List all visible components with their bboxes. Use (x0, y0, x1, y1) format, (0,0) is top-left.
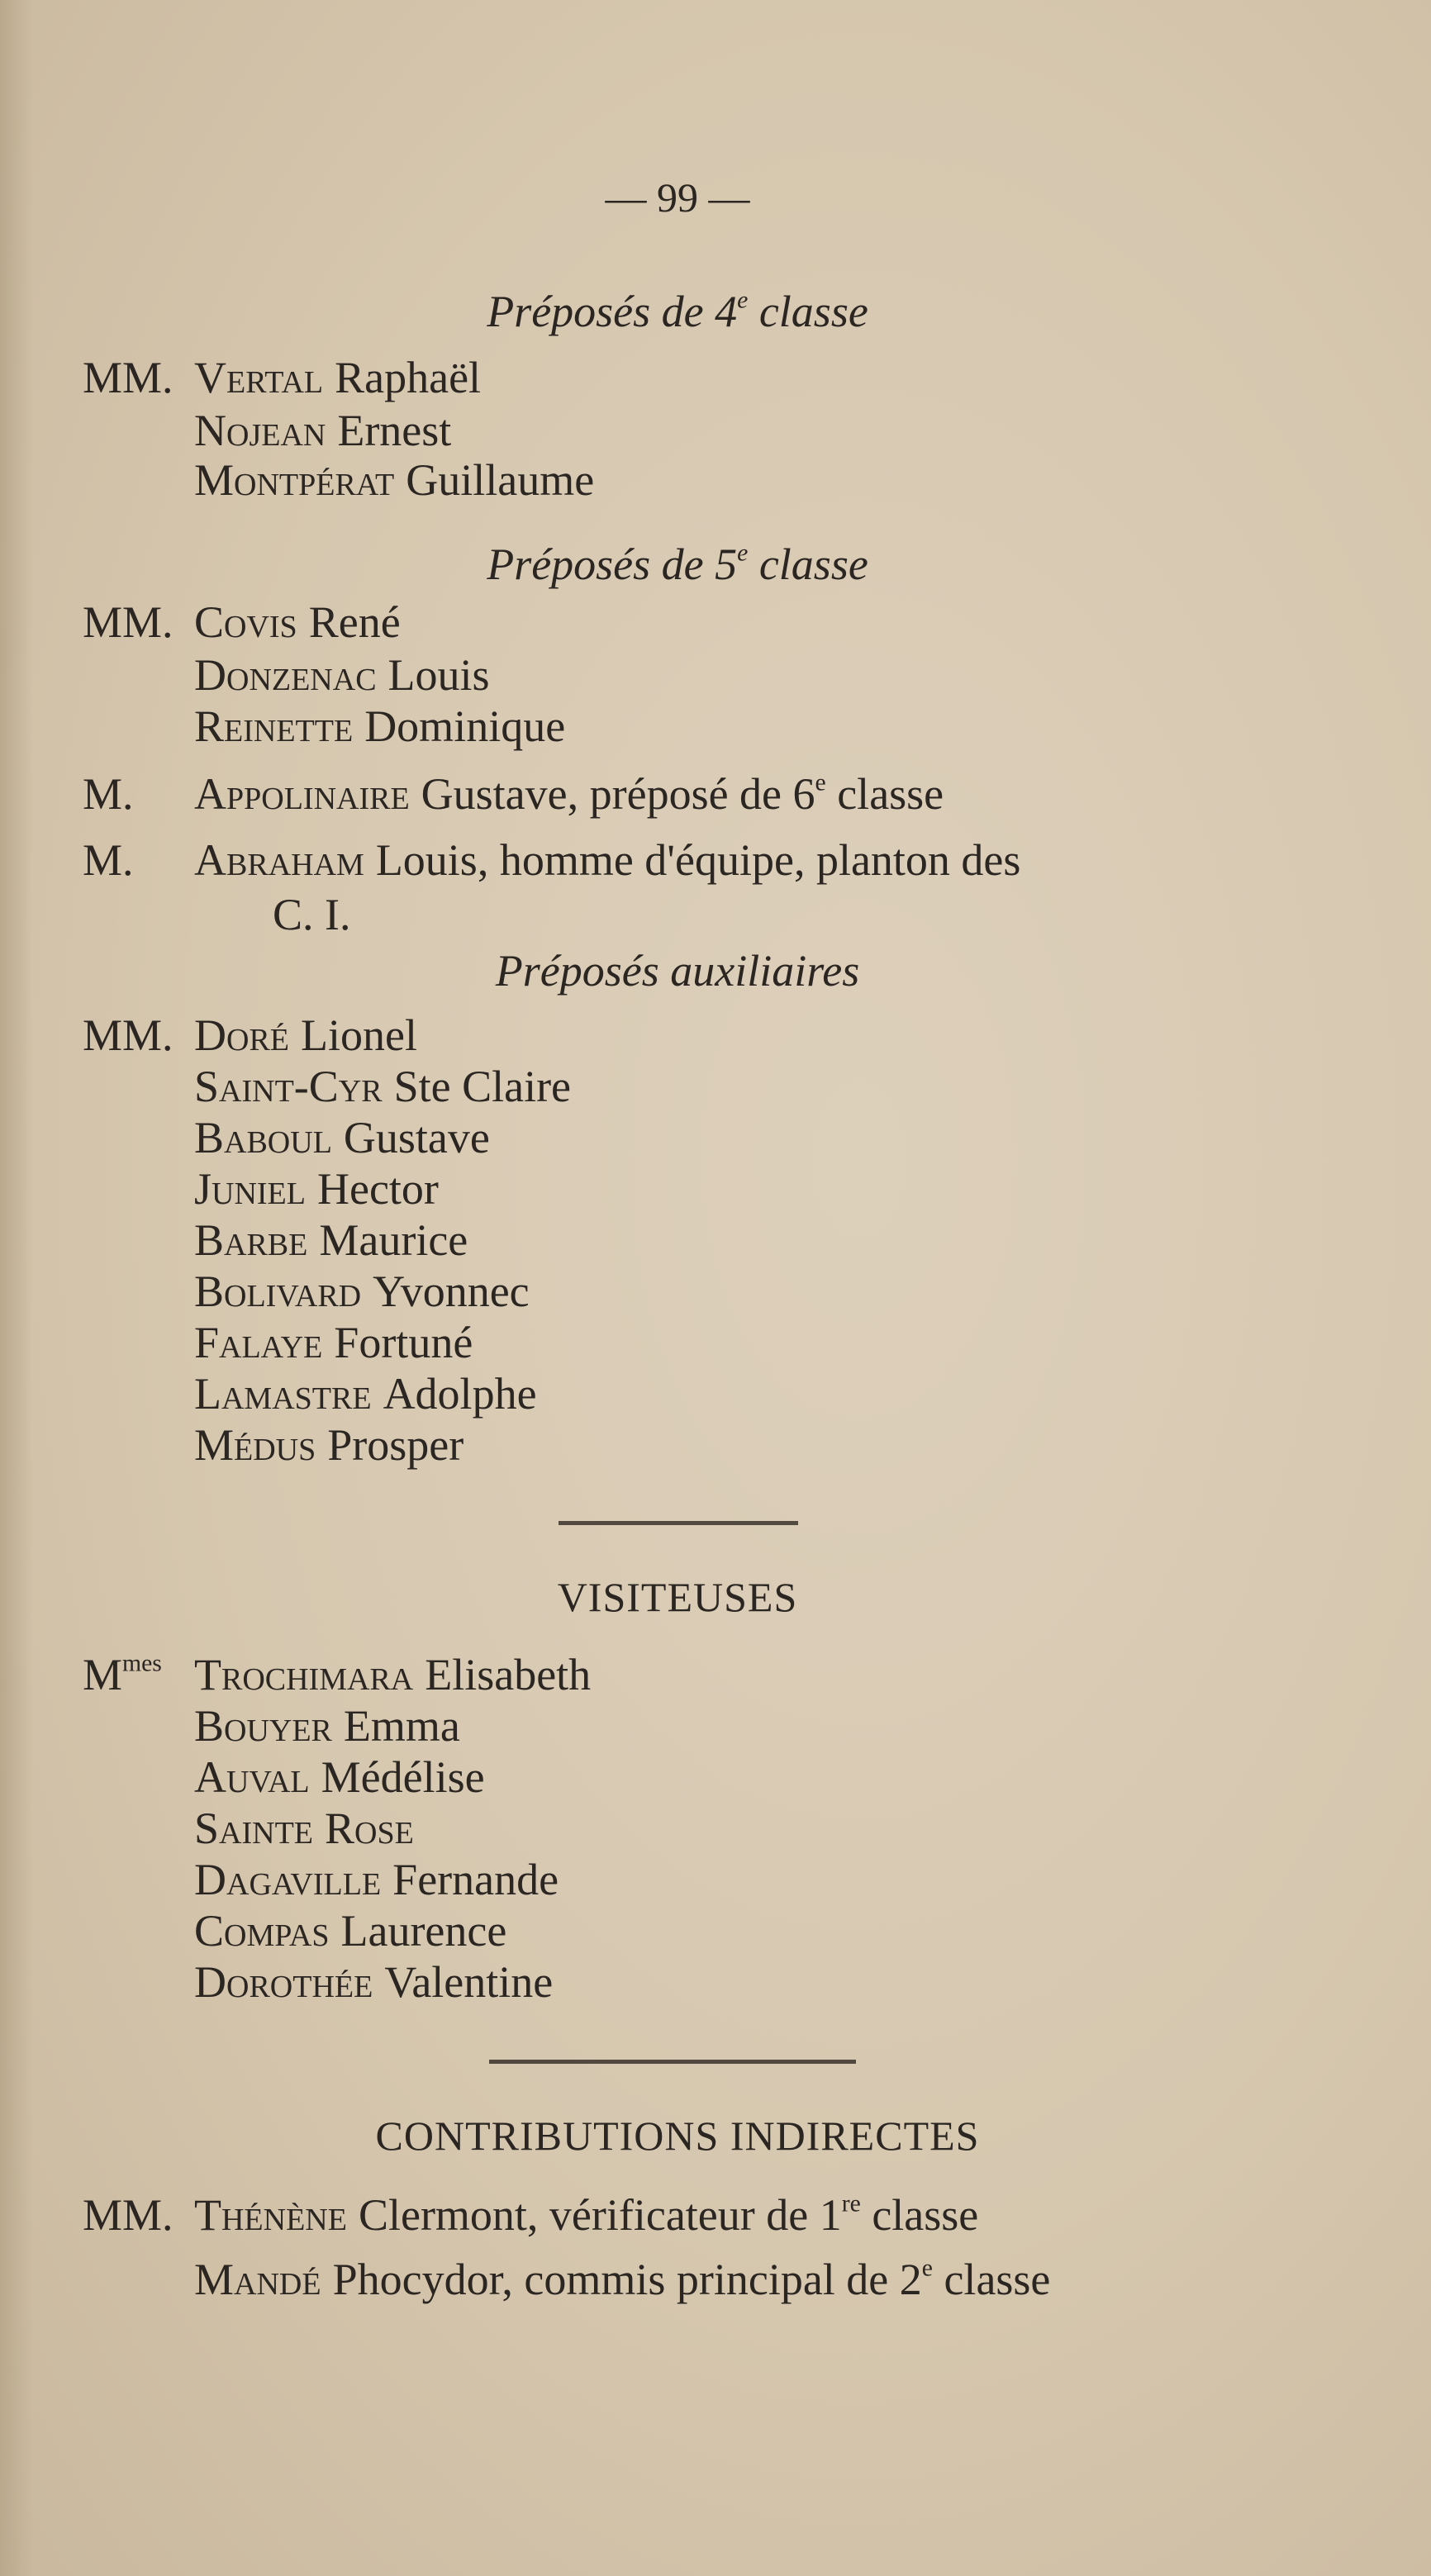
section-heading (83, 289, 1272, 334)
given-name: René (308, 597, 401, 647)
surname: Donzenac (194, 650, 377, 700)
role-text: classe (860, 2190, 979, 2240)
heading-text: Préposés de 4 (487, 287, 738, 336)
given-name: Ste Claire (393, 1062, 572, 1111)
role-text: classe (825, 769, 944, 819)
title-prefix (83, 1652, 194, 1697)
given-name: Raphaël (335, 353, 482, 402)
surname: Compas (194, 1906, 330, 1956)
list-item (194, 455, 595, 505)
surname: Bouyer (194, 1701, 332, 1751)
list-item (194, 1269, 530, 1314)
surname: Montpérat (194, 455, 395, 505)
heading-text: Préposés de 5 (487, 539, 738, 589)
surname: Mandé (194, 2255, 321, 2304)
list-item (194, 1906, 507, 1956)
list-item (194, 1857, 559, 1902)
given-name: Maurice (319, 1215, 468, 1265)
list-item (194, 1806, 425, 1851)
surname: Bolivard (194, 1267, 362, 1316)
surname: Baboul (194, 1113, 332, 1162)
given-name: Adolphe (383, 1369, 537, 1419)
title-prefix: MM. (83, 1010, 174, 1060)
surname: Appolinaire (194, 769, 410, 819)
given-name: Lionel (301, 1010, 417, 1060)
surname: Thénène (194, 2190, 347, 2240)
surname: Sainte (194, 1804, 313, 1853)
ordinal-sup: e (815, 769, 826, 796)
list-item (194, 1320, 473, 1365)
page-edge-shadow (0, 0, 33, 2576)
title-prefix: M. (83, 769, 134, 819)
prefix-letter: M (83, 1650, 123, 1699)
page-number: — 99 — (605, 174, 750, 221)
section-heading: Préposés auxiliaires (495, 946, 860, 996)
given-name: Elisabeth (425, 1650, 592, 1699)
given-name: Yvonnec (373, 1267, 530, 1316)
list-item (194, 1420, 464, 1470)
list-item (194, 1115, 490, 1160)
list-item (194, 1215, 468, 1265)
surname: Dorothée (194, 1957, 373, 2007)
heading-sup: e (737, 287, 749, 314)
title-prefix: MM. (83, 353, 174, 402)
list-item (83, 835, 1021, 885)
given-name: Laurence (340, 1906, 507, 1956)
ordinal-sup: e (921, 2255, 933, 2282)
list-item (194, 1701, 460, 1751)
continuation-line: C. I. (273, 890, 351, 939)
given-name: Dominique (364, 701, 566, 751)
heading-sup: e (737, 539, 749, 567)
given-name: Phocydor, commis principal de 2 (332, 2255, 922, 2304)
surname: Juniel (194, 1164, 306, 1214)
title-prefix: M. (83, 835, 134, 885)
surname: Barbe (194, 1215, 308, 1265)
given-name: Médélise (321, 1752, 485, 1802)
list-item (83, 769, 944, 819)
list-item (83, 1652, 591, 1697)
given-name: Fernande (392, 1855, 559, 1904)
given-name: Louis (387, 650, 490, 700)
section-divider (559, 1521, 798, 1525)
list-item (194, 2257, 1050, 2302)
given-name: Gustave (343, 1113, 490, 1162)
list-item (194, 1369, 537, 1419)
title-prefix: MM. (83, 597, 174, 647)
surname: Saint-Cyr (194, 1062, 383, 1111)
role-text: classe (932, 2255, 1051, 2304)
surname: Trochimara (194, 1650, 414, 1699)
given-name: Rose (325, 1804, 414, 1853)
given-name: Fortuné (334, 1318, 473, 1367)
heading-text: classe (748, 287, 868, 336)
given-name: Gustave, préposé de 6 (421, 769, 815, 819)
section-heading (83, 539, 1272, 589)
list-item (194, 408, 451, 453)
surname: Falaye (194, 1318, 323, 1367)
list-item (194, 650, 490, 700)
surname: Auval (194, 1752, 310, 1802)
section-title: CONTRIBUTIONS INDIRECTES (375, 2113, 980, 2159)
surname: Nojean (194, 406, 326, 455)
list-item (194, 701, 566, 751)
surname: Lamastre (194, 1369, 372, 1419)
given-name: Emma (343, 1701, 460, 1751)
given-name: Hector (316, 1164, 439, 1214)
surname: Abraham (194, 835, 364, 885)
given-name: Ernest (337, 406, 452, 455)
given-name: Louis, homme d'équipe, planton des (375, 835, 1021, 885)
list-item (194, 1752, 485, 1802)
heading-text: classe (748, 539, 868, 589)
given-name: Prosper (327, 1420, 464, 1470)
list-item (194, 1064, 571, 1109)
prefix-sup: mes (122, 1650, 162, 1677)
surname: Reinette (194, 701, 354, 751)
list-item (194, 1957, 554, 2007)
ordinal-sup: re (841, 2190, 861, 2217)
list-item (83, 2190, 979, 2240)
surname: Covis (194, 597, 297, 647)
list-item (83, 597, 401, 647)
surname: Dagaville (194, 1855, 382, 1904)
title-prefix: MM. (83, 2190, 174, 2240)
surname: Médus (194, 1420, 316, 1470)
section-divider (489, 2060, 856, 2064)
list-item (83, 355, 481, 400)
list-item (194, 1164, 439, 1214)
given-name: Guillaume (406, 455, 595, 505)
section-title: VISITEUSES (557, 1574, 798, 1620)
list-item (83, 1010, 417, 1060)
surname: Doré (194, 1010, 289, 1060)
surname: Vertal (194, 353, 324, 402)
given-name: Valentine (384, 1957, 554, 2007)
given-name: Clermont, vérificateur de 1 (358, 2190, 842, 2240)
